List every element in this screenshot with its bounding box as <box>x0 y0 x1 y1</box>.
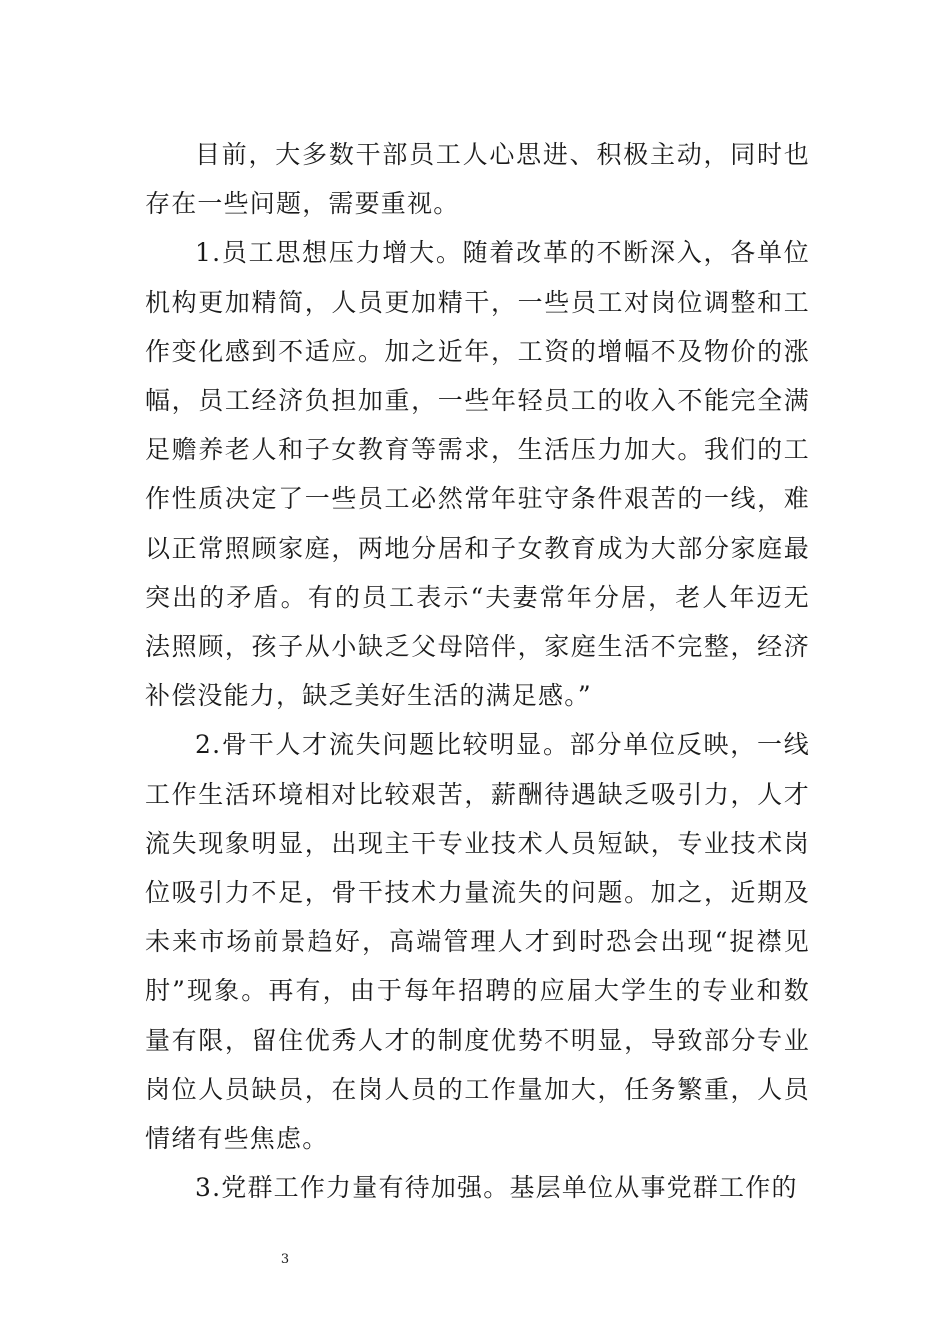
body-text <box>145 130 810 1212</box>
page-number: 3 <box>280 1252 290 1267</box>
paragraph-item-2: 2.骨干人才流失问题比较明显。部分单位反映，一线工作生活环境相对比较艰苦，薪酬待遇缺乏吸引力，人才流失现象明显，出现主干专业技术人员短缺，专业技术岗位吸引力不足，骨干技术力量流失的问题。加之，近期及未来市场前景趋好，高端管理人才到时恐会出现“捉襟见肘”现象。再有，由于每年招聘的应届大学生的专业和数量有限，留住优秀人才的制度优势不明显，导致部分专业岗位人员缺员，在岗人员的工作量加大，任务繁重，人员情绪有些焦虑。 <box>145 730 810 1154</box>
paragraph-intro: 目前，大多数干部员工人心思进、积极主动，同时也存在一些问题，需要重视。 <box>145 140 810 219</box>
paragraph-item-3: 3.党群工作力量有待加强。基层单位从事党群工作的 <box>195 1173 798 1203</box>
paragraph-item-1: 1.员工思想压力增大。随着改革的不断深入，各单位机构更加精简，人员更加精干，一些员工对岗位调整和工作变化感到不适应。加之近年，工资的增幅不及物价的涨幅，员工经济负担加重，一些年轻员工的收入不能完全满足赡养老人和子女教育等需求，生活压力加大。我们的工作性质决定了一些员工必然常年驻守条件艰苦的一线，难以正常照顾家庭，两地分居和子女教育成为大部分家庭最突出的矛盾。有的员工表示“夫妻常年分居，老人年迈无法照顾，孩子从小缺乏父母陪伴，家庭生活不完整，经济补偿没能力，缺乏美好生活的满足感。” <box>145 238 810 711</box>
